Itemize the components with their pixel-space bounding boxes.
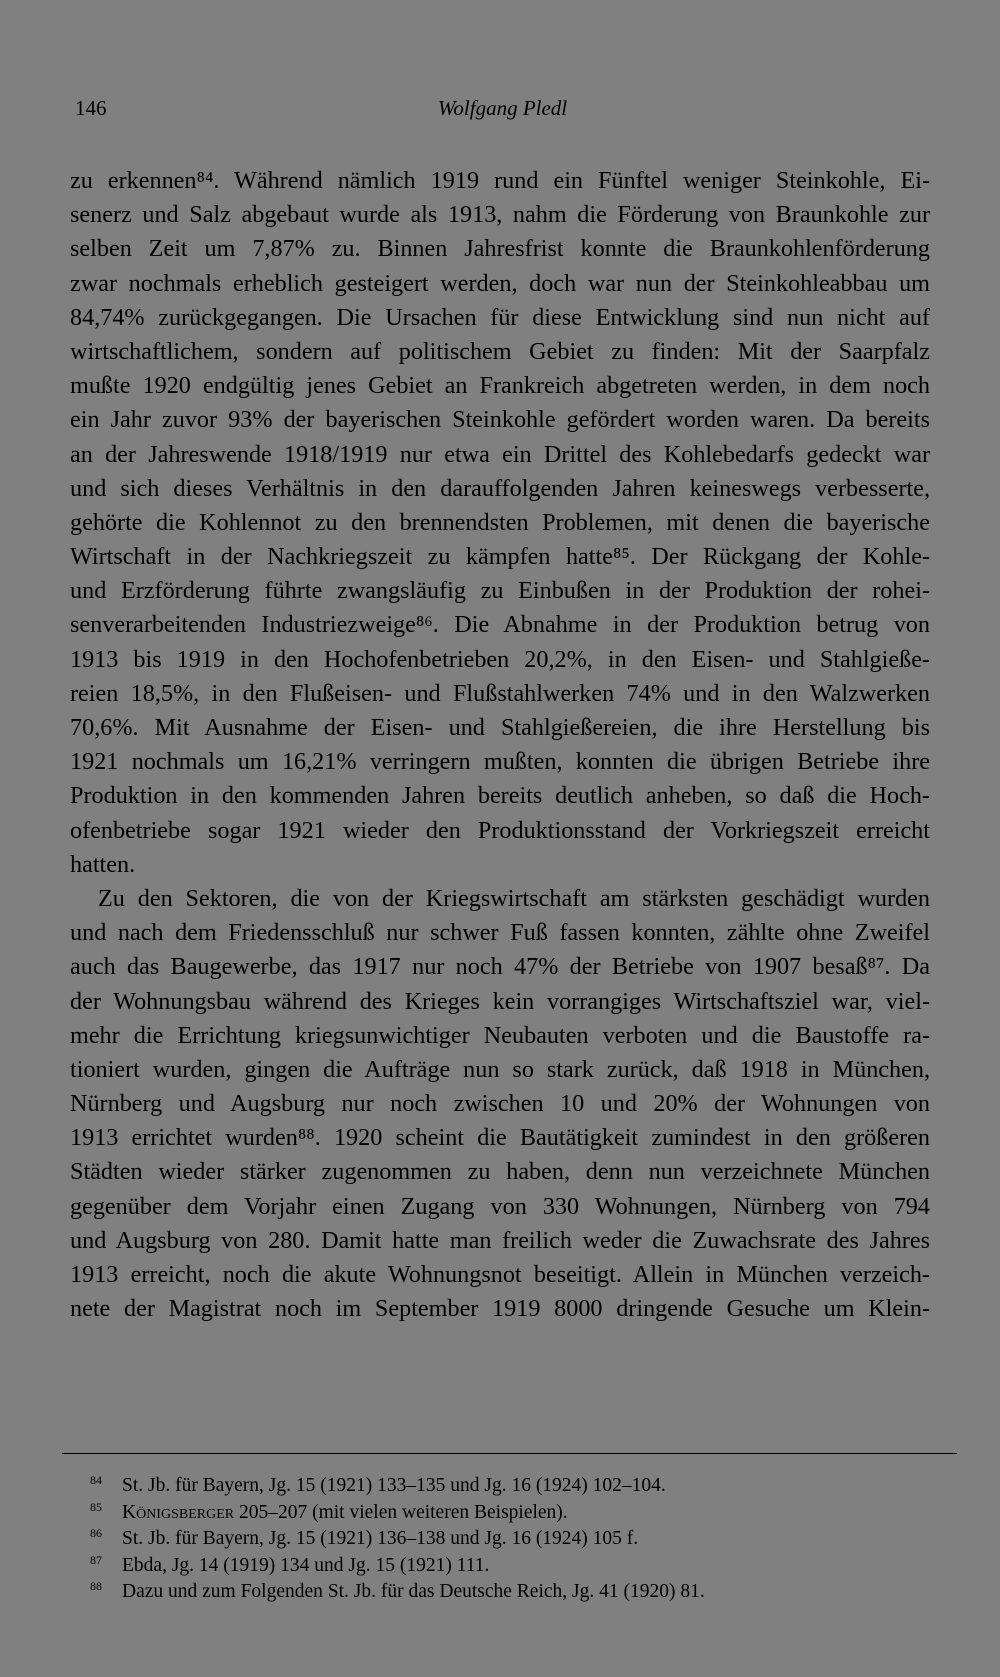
footnote <box>90 1526 940 1553</box>
text-line: Städten wieder stärker zugenommen zu haben, denn nun verzeichnete München <box>70 1158 930 1186</box>
footnote <box>90 1579 940 1606</box>
text-line: ein Jahr zuvor 93% der bayerischen Steinkohle gefördert worden waren. Da bereits <box>70 406 930 434</box>
page-number: 146 <box>75 96 107 120</box>
text-line: ofenbetriebe sogar 1921 wieder den Produktionsstand der Vorkriegszeit erreicht <box>70 816 930 844</box>
footnote <box>90 1500 940 1527</box>
text-line: 1913 erreicht, noch die akute Wohnungsnot beseitigt. Allein in München verzeich- <box>70 1261 930 1288</box>
text-line: zwar nochmals erheblich gesteigert werden, doch war nun der Steinkohleabbau um <box>70 269 930 297</box>
text-line: reien 18,5%, in den Flußeisen- und Flußstahlwerken 74% und in den Walzwerken <box>70 679 930 707</box>
text-line: 70,6%. Mit Ausnahme der Eisen- und Stahlgießereien, die ihre Herstellung bis <box>70 714 930 741</box>
running-head: Wolfgang Pledl <box>437 96 568 120</box>
footnote-text: 205–207 (mit vielen weiteren Beispielen). <box>234 1501 568 1523</box>
footnote-number: 84 <box>90 1473 102 1487</box>
text-line: und Erzförderung führte zwangsläufig zu Einbußen in der Produktion der rohei- <box>70 577 930 605</box>
footnote-text: Ebda, Jg. 14 (1919) 134 und Jg. 15 (1921) 111. <box>122 1554 490 1576</box>
text-line: hatten. <box>70 850 136 878</box>
footnote <box>90 1473 940 1500</box>
text-line: der Wohnungsbau während des Krieges kein vorrangiges Wirtschaftsziel war, viel- <box>70 987 930 1015</box>
text-line: mehr die Errichtung kriegsunwichtiger Neubauten verboten und die Baustoffe ra- <box>70 1021 930 1049</box>
text-line: 84,74% zurückgegangen. Die Ursachen für diese Entwicklung sind nun nicht auf <box>70 303 930 331</box>
text-line: Wirtschaft in der Nachkriegszeit zu kämpfen hatte⁸⁵. Der Rückgang der Kohle- <box>70 543 930 571</box>
text-line: und nach dem Friedensschluß nur schwer Fuß fassen konnten, zählte ohne Zweifel <box>70 919 930 947</box>
footnote-text: St. Jb. für Bayern, Jg. 15 (1921) 136–138 und Jg. 16 (1924) 105 f. <box>122 1528 639 1549</box>
footnote-number: 85 <box>90 1499 102 1514</box>
body-text <box>70 164 930 1326</box>
text-line: wirtschaftlichem, sondern auf politischem Gebiet zu finden: Mit der Saarpfalz <box>70 337 930 365</box>
text-line: 1921 nochmals um 16,21% verringern mußten, konnten die übrigen Betriebe ihre <box>70 748 930 776</box>
text-line: auch das Baugewerbe, das 1917 nur noch 47% der Betriebe von 1907 besaß⁸⁷. Da <box>70 953 930 981</box>
text-line: mußte 1920 endgültig jenes Gebiet an Frankreich abgetreten werden, in dem noch <box>70 372 930 400</box>
text-line: Nürnberg und Augsburg nur noch zwischen 10 und 20% der Wohnungen von <box>70 1090 930 1118</box>
footnote-number: 86 <box>90 1526 102 1540</box>
text-line: Produktion in den kommenden Jahren bereits deutlich anheben, so daß die Hoch- <box>70 782 930 810</box>
footnote-author: Königsberger <box>122 1501 235 1523</box>
text-line: gegenüber dem Vorjahr einen Zugang von 330 Wohnungen, Nürnberg von 794 <box>70 1192 930 1220</box>
footnote-text: St. Jb. für Bayern, Jg. 15 (1921) 133–135 und Jg. 16 (1924) 102–104. <box>122 1475 666 1496</box>
text-line: 1913 errichtet wurden⁸⁸. 1920 scheint die Bautätigkeit zumindest in den größeren <box>70 1124 930 1152</box>
paragraph-first-line: Zu den Sektoren, die von der Kriegswirtschaft am stärksten geschädigt wurden <box>98 884 930 912</box>
text-line: an der Jahreswende 1918/1919 nur etwa ein Drittel des Kohlebedarfs gedeckt war <box>70 440 930 468</box>
text-line: senerz und Salz abgebaut wurde als 1913, nahm die Förderung von Braunkohle zur <box>70 201 930 229</box>
page-header <box>75 96 930 126</box>
footnote-number: 88 <box>90 1579 102 1593</box>
text-line: senverarbeitenden Industriezweige⁸⁶. Die Abnahme in der Produktion betrug von <box>70 611 930 639</box>
text-line: und sich dieses Verhältnis in den darauffolgenden Jahren keineswegs verbesserte, <box>70 474 930 502</box>
footnote-content <box>122 1500 568 1527</box>
text-line: nete der Magistrat noch im September 1919 8000 dringende Gesuche um Klein- <box>70 1295 930 1323</box>
footnote-number: 87 <box>90 1552 102 1567</box>
text-line: zu erkennen⁸⁴. Während nämlich 1919 rund ein Fünftel weniger Steinkohle, Ei- <box>70 167 930 194</box>
text-line: 1913 bis 1919 in den Hochofenbetrieben 20,2%, in den Eisen- und Stahlgieße- <box>70 645 930 673</box>
footnotes <box>90 1473 940 1606</box>
footnote-divider <box>62 1453 957 1454</box>
footnote-text: Dazu und zum Folgenden St. Jb. für das Deutsche Reich, Jg. 41 (1920) 81. <box>122 1581 705 1602</box>
text-line: selben Zeit um 7,87% zu. Binnen Jahresfrist konnte die Braunkohlenförderung <box>70 235 930 263</box>
text-line: und Augsburg von 280. Damit hatte man freilich weder die Zuwachsrate des Jahres <box>70 1226 930 1254</box>
text-line: tioniert wurden, gingen die Aufträge nun so stark zurück, daß 1918 in München, <box>70 1055 930 1083</box>
text-line: gehörte die Kohlennot zu den brennendsten Problemen, mit denen die bayerische <box>70 508 930 536</box>
footnote <box>90 1553 940 1580</box>
